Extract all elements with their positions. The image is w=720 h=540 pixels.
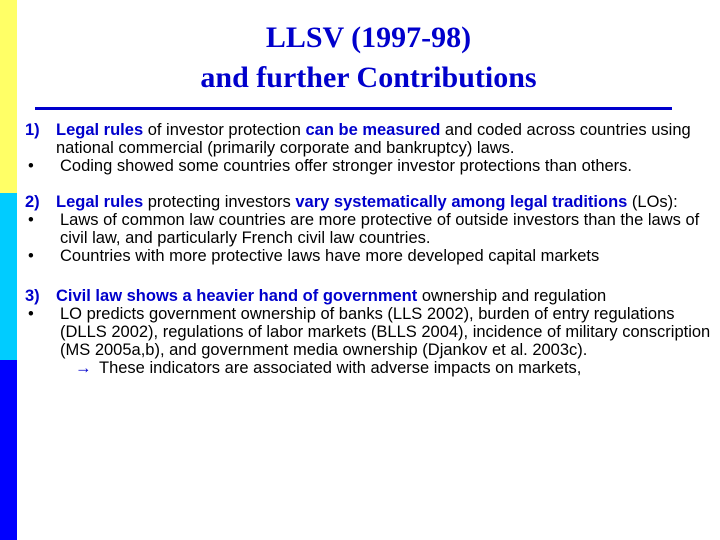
bullet-icon: • xyxy=(28,305,34,323)
item-text-segment: of investor protection xyxy=(143,121,306,139)
bullet-icon: • xyxy=(28,247,34,265)
item-text-segment: protecting investors xyxy=(143,193,296,211)
list-item-3 xyxy=(25,287,720,305)
arrow-sub-bullet xyxy=(25,359,720,377)
accent-stripe-blue xyxy=(0,360,17,540)
sub-bullet-text: Laws of common law countries are more protective of outside investors than the laws of civil law, and particularly French civil law countries. xyxy=(60,211,700,247)
item-text-segment: and coded across countries using national commercial (primarily corporate and bankruptcy) laws. xyxy=(56,121,691,157)
slide-title-line-2: and further Contributions xyxy=(200,61,537,94)
arrow-bullet-text: These indicators are associated with adverse impacts on markets, xyxy=(99,359,582,377)
accent-stripe-yellow xyxy=(0,0,17,193)
arrow-right-icon: → xyxy=(75,359,92,377)
list-item-2 xyxy=(25,193,720,211)
item-number: 3) xyxy=(25,287,40,305)
sub-bullet-text: LO predicts government ownership of banks (LLS 2002), burden of entry regulations (DLLS 2002), regulations of labor markets (BLLS 2004), incidence of military conscription (MS 2005a,b), and government media ownership (Djankov et al. 2003c). xyxy=(60,305,711,359)
sub-bullet-text: Countries with more protective laws have more developed capital markets xyxy=(60,247,600,265)
slide-title xyxy=(17,18,720,98)
bullet-icon: • xyxy=(28,157,34,175)
sub-bullet xyxy=(25,305,720,359)
item-text-segment: Legal rules xyxy=(56,193,144,211)
list-item-1 xyxy=(25,121,720,157)
bullet-icon: • xyxy=(28,211,34,229)
item-text-segment: ownership and regulation xyxy=(417,287,607,305)
slide-title-line-1: LLSV (1997-98) xyxy=(265,21,472,54)
slide-body xyxy=(25,121,720,377)
sub-bullet xyxy=(25,157,720,175)
title-underline xyxy=(35,107,672,110)
sub-bullet xyxy=(25,247,720,265)
item-number: 1) xyxy=(25,121,40,139)
item-text-segment: Civil law shows a heavier hand of government xyxy=(56,287,418,305)
item-text-segment: can be measured xyxy=(305,121,441,139)
item-text-segment: (LOs): xyxy=(627,193,678,211)
item-number: 2) xyxy=(25,193,40,211)
accent-stripe-cyan xyxy=(0,193,17,360)
sub-bullet-text: Coding showed some countries offer stronger investor protections than others. xyxy=(60,157,633,175)
item-text-segment: Legal rules xyxy=(56,121,144,139)
item-text-segment: vary systematically among legal traditions xyxy=(295,193,628,211)
sub-bullet xyxy=(25,211,720,247)
